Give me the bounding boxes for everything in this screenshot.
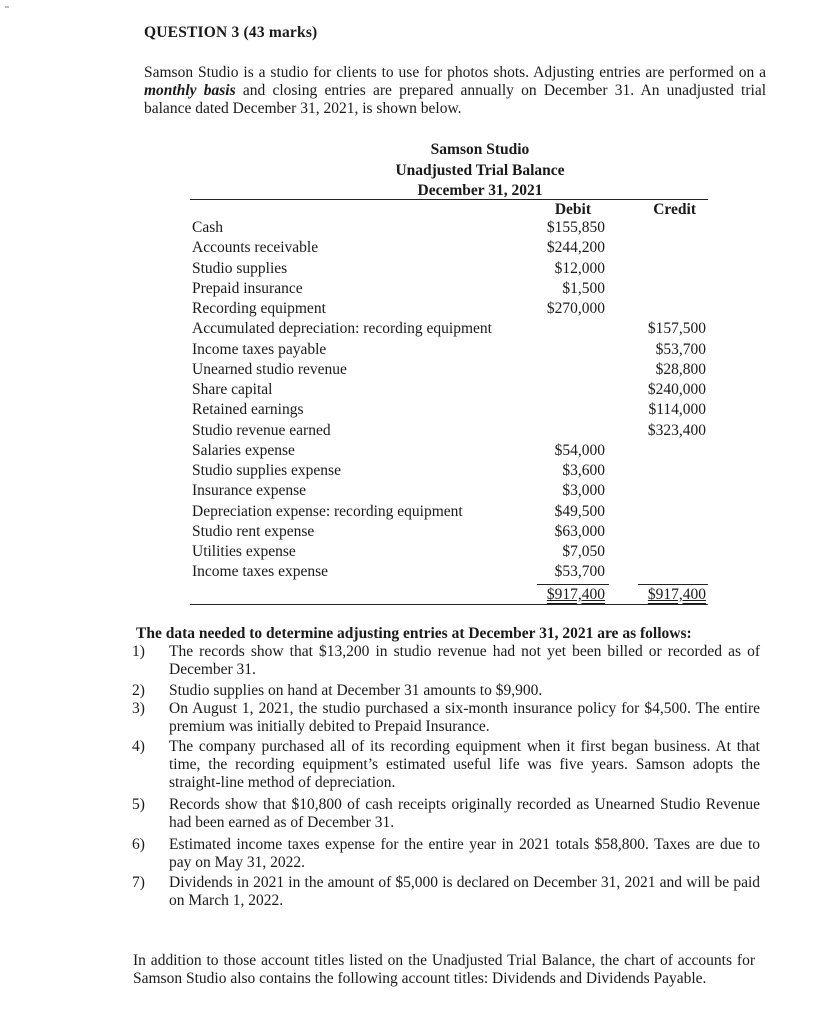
account-name: Studio rent expense bbox=[192, 523, 315, 540]
debit-amount: $63,000 bbox=[554, 523, 605, 540]
adjustment-text: Dividends in 2021 in the amount of $5,000 is declared on December 31, 2021 and will be paid on March 1, 2022. bbox=[169, 874, 760, 909]
debit-amount: $1,500 bbox=[562, 280, 605, 297]
debit-amount: $244,200 bbox=[546, 239, 605, 256]
intro-paragraph bbox=[144, 64, 766, 118]
credit-header: Credit bbox=[653, 201, 696, 218]
adjustment-number: 4) bbox=[132, 738, 145, 755]
adjustment-number: 6) bbox=[132, 836, 145, 853]
account-name: Accounts receivable bbox=[192, 239, 319, 256]
debit-amount: $49,500 bbox=[554, 503, 605, 520]
debit-header: Debit bbox=[554, 201, 591, 218]
adjustment-text: Studio supplies on hand at December 31 amounts to $9,900. bbox=[169, 682, 543, 699]
adjustment-item bbox=[132, 738, 760, 792]
adjustment-item bbox=[132, 796, 760, 832]
adjustment-number: 3) bbox=[132, 700, 145, 717]
adjustment-number: 1) bbox=[132, 643, 145, 660]
credit-amount: $53,700 bbox=[655, 341, 706, 358]
account-name: Studio supplies bbox=[192, 260, 288, 277]
account-name: Utilities expense bbox=[192, 543, 296, 560]
debit-amount: $12,000 bbox=[554, 260, 605, 277]
debit-amount: $3,600 bbox=[562, 462, 605, 479]
adjustment-number: 2) bbox=[132, 682, 145, 699]
adjustment-item bbox=[132, 643, 760, 679]
table-bottom-rule bbox=[190, 604, 708, 605]
intro-emphasis: monthly basis bbox=[144, 82, 236, 99]
account-name: Recording equipment bbox=[192, 300, 326, 317]
trial-balance-title: Unadjusted Trial Balance bbox=[395, 162, 565, 179]
account-name: Unearned studio revenue bbox=[192, 361, 347, 378]
account-name: Salaries expense bbox=[192, 442, 295, 459]
credit-amount: $114,000 bbox=[648, 401, 706, 418]
adjustment-item bbox=[132, 700, 760, 736]
debit-amount: $53,700 bbox=[554, 563, 605, 580]
scan-mark bbox=[5, 6, 9, 8]
debit-amount: $54,000 bbox=[554, 442, 605, 459]
account-name: Retained earnings bbox=[192, 401, 304, 418]
account-name: Accumulated depreciation: recording equipment bbox=[192, 320, 492, 337]
account-name: Studio revenue earned bbox=[192, 422, 331, 439]
adjustment-text: Estimated income taxes expense for the entire year in 2021 totals $58,800. Taxes are due to pay on May 31, 2022. bbox=[169, 836, 760, 871]
debit-amount: $155,850 bbox=[546, 219, 605, 236]
adjustments-heading: The data needed to determine adjusting entries at December 31, 2021 are as follows: bbox=[136, 625, 692, 642]
account-name: Prepaid insurance bbox=[192, 280, 303, 297]
adjustment-item bbox=[132, 836, 760, 872]
total-credit: $917,400 bbox=[647, 586, 706, 603]
adjustment-text: The records show that $13,200 in studio revenue had not yet been billed or recorded as of December 31. bbox=[169, 643, 760, 678]
intro-text-1: Samson Studio is a studio for clients to use for photos shots. Adjusting entries are performed on a bbox=[144, 64, 766, 81]
adjustment-number: 7) bbox=[132, 874, 145, 891]
debit-amount: $7,050 bbox=[562, 543, 605, 560]
adjustment-text: Records show that $10,800 of cash receipts originally recorded as Unearned Studio Revenue had been earned as of December 31. bbox=[169, 796, 760, 831]
credit-amount: $157,500 bbox=[647, 320, 706, 337]
adjustment-text: On August 1, 2021, the studio purchased a six-month insurance policy for $4,500. The entire premium was initially debited to Prepaid Insurance. bbox=[169, 700, 760, 735]
account-name: Income taxes expense bbox=[192, 563, 328, 580]
credit-amount: $240,000 bbox=[647, 381, 706, 398]
intro-text-2: and closing entries are prepared annually on December 31. An unadjusted trial balance dated December 31, 2021, is shown below. bbox=[144, 82, 766, 117]
account-name: Income taxes payable bbox=[192, 341, 327, 358]
credit-amount: $323,400 bbox=[647, 422, 706, 439]
adjustment-item bbox=[132, 682, 760, 700]
debit-amount: $270,000 bbox=[546, 300, 605, 317]
adjustment-item bbox=[132, 874, 760, 910]
total-debit: $917,400 bbox=[546, 586, 605, 603]
trial-balance-date: December 31, 2021 bbox=[417, 182, 543, 199]
account-name: Share capital bbox=[192, 381, 273, 398]
credit-amount: $28,800 bbox=[655, 361, 706, 378]
debit-amount: $3,000 bbox=[562, 482, 605, 499]
adjustment-text: The company purchased all of its recording equipment when it first began business. At that time, the recording equipment’s estimated useful life was five years. Samson adopts the straight-line method of depreciation. bbox=[169, 738, 760, 791]
account-name: Studio supplies expense bbox=[192, 462, 341, 479]
account-name: Depreciation expense: recording equipment bbox=[192, 503, 463, 520]
account-name: Insurance expense bbox=[192, 482, 307, 499]
adjustment-number: 5) bbox=[132, 796, 145, 813]
account-name: Cash bbox=[192, 219, 223, 236]
closing-note: In addition to those account titles listed on the Unadjusted Trial Balance, the chart of accounts for Samson Studio also contains the following account titles: Dividends and Dividends Payable. bbox=[133, 952, 755, 987]
trial-balance-company: Samson Studio bbox=[430, 141, 530, 158]
question-heading: QUESTION 3 (43 marks) bbox=[144, 24, 318, 41]
